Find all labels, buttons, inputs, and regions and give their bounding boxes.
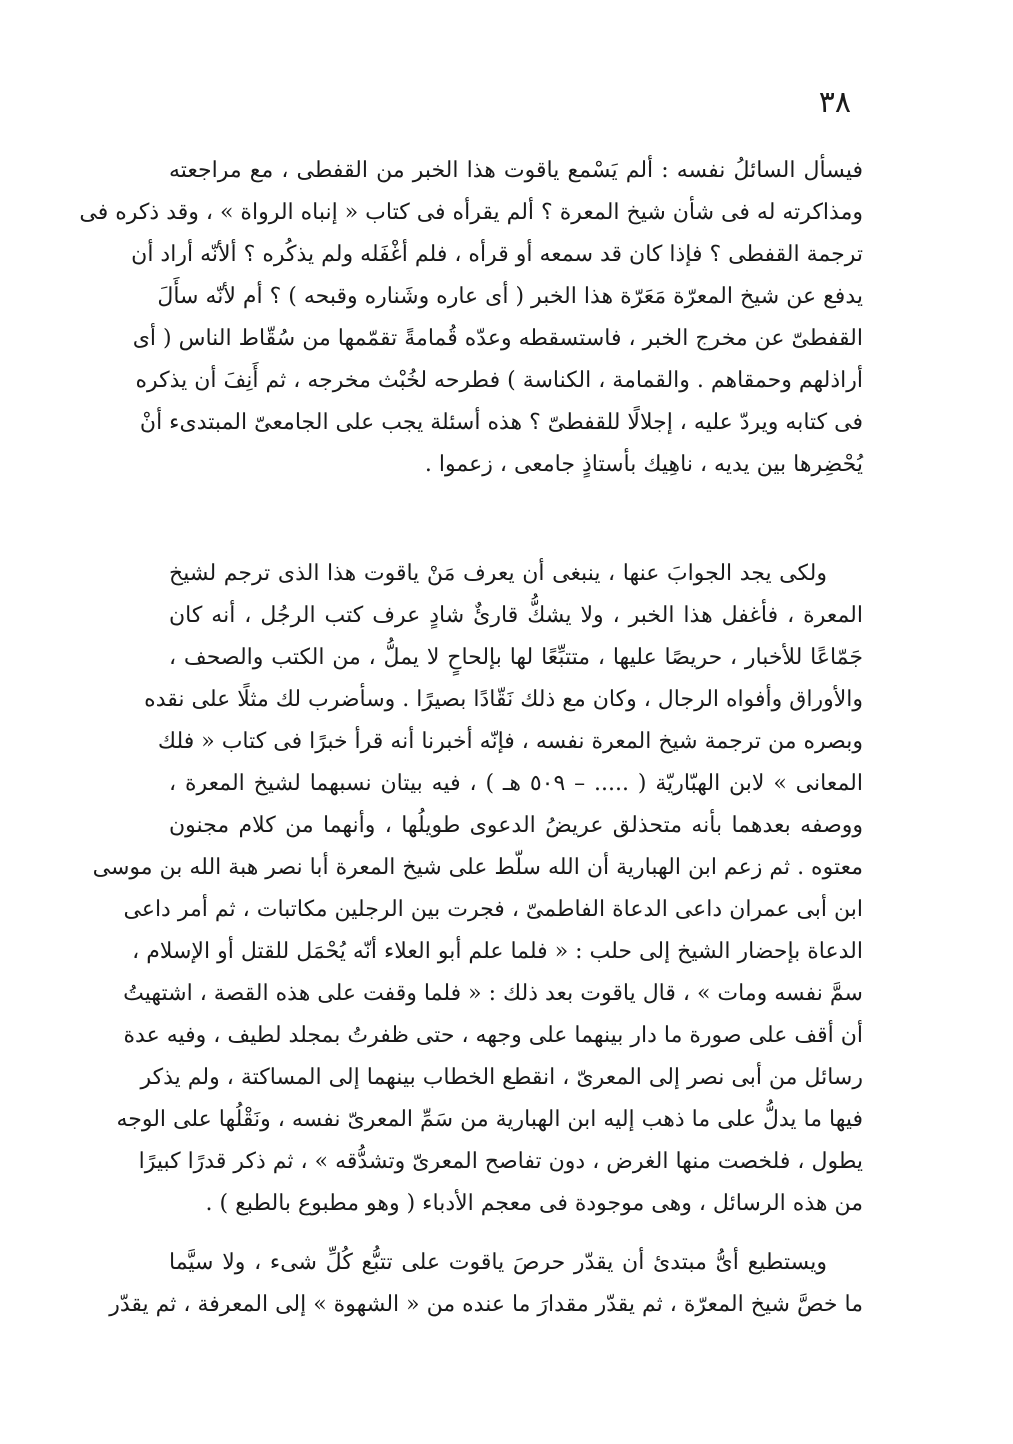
text-line: وبصره من ترجمة شيخ المعرة نفسه ، فإنّه أخبرنا أنه قرأ خبرًا فى كتاب « فلك — [157, 729, 863, 754]
text-line: جَمّاعًا للأخبار ، حريصًا عليها ، متتبِّعًا لها بإلحاحٍ لا يملُّ ، من الكتب والصحف ، — [169, 645, 863, 670]
text-line: المعانى » لابن الهبّاريّة ( ..... – ٥٠٩ هـ ) ، فيه بيتان نسبهما لشيخ المعرة ، — [169, 771, 863, 796]
text-line: معتوه . ثم زعم ابن الهبارية أن الله سلّط على شيخ المعرة أبا نصر هبة الله بن موسى — [92, 855, 863, 880]
paragraph-3 — [109, 1242, 863, 1326]
text-line: ويستطيع أىُّ مبتدئ أن يقدّر حرصَ ياقوت على تتبُّع كُلِّ شىء ، ولا سيَّما — [169, 1250, 827, 1275]
text-line: ما خصَّ شيخ المعرّة ، ثم يقدّر مقدارَ ما عنده من « الشهوة » إلى المعرفة ، ثم يقدّر — [109, 1292, 863, 1317]
text-line: أن أقف على صورة ما دار بينهما على وجهه ، حتى ظفرتُ بمجلد لطيف ، وفيه عدة — [123, 1023, 863, 1048]
text-line: والأوراق وأفواه الرجال ، وكان مع ذلك نَقّادًا بصيرًا . وسأضرب لك مثلًا على نقده — [144, 687, 863, 712]
text-line: ووصفه بعدهما بأنه متحذلق عريضُ الدعوى طويلُها ، وأنهما من كلام مجنون — [169, 813, 863, 838]
text-line: يدفع عن شيخ المعرّة مَعَرّة هذا الخبر ( أى عاره وشَناره وقبحه ) ؟ أم لأنّه سأَلَ — [157, 284, 863, 309]
paragraph-1 — [79, 150, 863, 486]
text-line: ترجمة القفطى ؟ فإذا كان قد سمعه أو قرأه ، فلم أغْفَله ولم يذكُره ؟ ألأنّه أراد أن — [131, 242, 863, 267]
text-line: ابن أبى عمران داعى الدعاة الفاطمىّ ، فجرت بين الرجلين مكاتبات ، ثم أمر داعى — [123, 897, 863, 922]
text-line: من هذه الرسائل ، وهى موجودة فى معجم الأدباء ( وهو مطبوع بالطبع ) . — [205, 1191, 863, 1216]
text-line: يُحْضِرها بين يديه ، ناهِيك بأستاذٍ جامعى ، زعموا . — [424, 452, 863, 477]
text-line: الدعاة بإحضار الشيخ إلى حلب : « فلما علم أبو العلاء أنّه يُحْمَل للقتل أو الإسلام ، — [132, 939, 863, 964]
paragraph-2 — [92, 553, 863, 1225]
text-line: القفطىّ عن مخرج الخبر ، فاستسقطه وعدّه قُمامةً تقمّمها من سُقّاط الناس ( أى — [132, 326, 863, 351]
text-line: ومذاكرته له فى شأن شيخ المعرة ؟ ألم يقرأه فى كتاب « إنباه الرواة » ، وقد ذكره فى — [79, 200, 863, 225]
text-line: ولكى يجد الجوابَ عنها ، ينبغى أن يعرف مَنْ ياقوت هذا الذى ترجم لشيخ — [169, 561, 827, 586]
text-line: سمَّ نفسه ومات » ، قال ياقوت بعد ذلك : « فلما وقفت على هذه القصة ، اشتهيتُ — [123, 981, 863, 1006]
text-line: فيها ما يدلُّ على ما ذهب إليه ابن الهبارية من سَمِّ المعرىّ نفسه ، ونَقْلُها على الوجه — [116, 1107, 863, 1132]
page-number: ٣٨ — [818, 85, 851, 120]
text-line: أراذلهم وحمقاهم . والقمامة ، الكناسة ) فطرحه لخُبْث مخرجه ، ثم أَنِفَ أن يذكره — [135, 368, 863, 393]
text-line: فيسأل السائلُ نفسه : ألم يَسْمع ياقوت هذا الخبر من القفطى ، مع مراجعته — [169, 158, 863, 183]
text-line: رسائل من أبى نصر إلى المعرىّ ، انقطع الخطاب بينهما إلى المساكتة ، ولم يذكر — [140, 1065, 863, 1090]
text-line: يطول ، فلخصت منها الغرض ، دون تفاصح المعرىّ وتشدُّقه » ، ثم ذكر قدرًا كبيرًا — [138, 1149, 863, 1174]
text-line: المعرة ، فأغفل هذا الخبر ، ولا يشكُّ قارئٌ شادٍ عرف كتب الرجُل ، أنه كان — [169, 603, 863, 628]
text-line: فى كتابه ويردّ عليه ، إجلالًا للقفطىّ ؟ هذه أسئلة يجب على الجامعىّ المبتدىء أنْ — [139, 410, 863, 435]
